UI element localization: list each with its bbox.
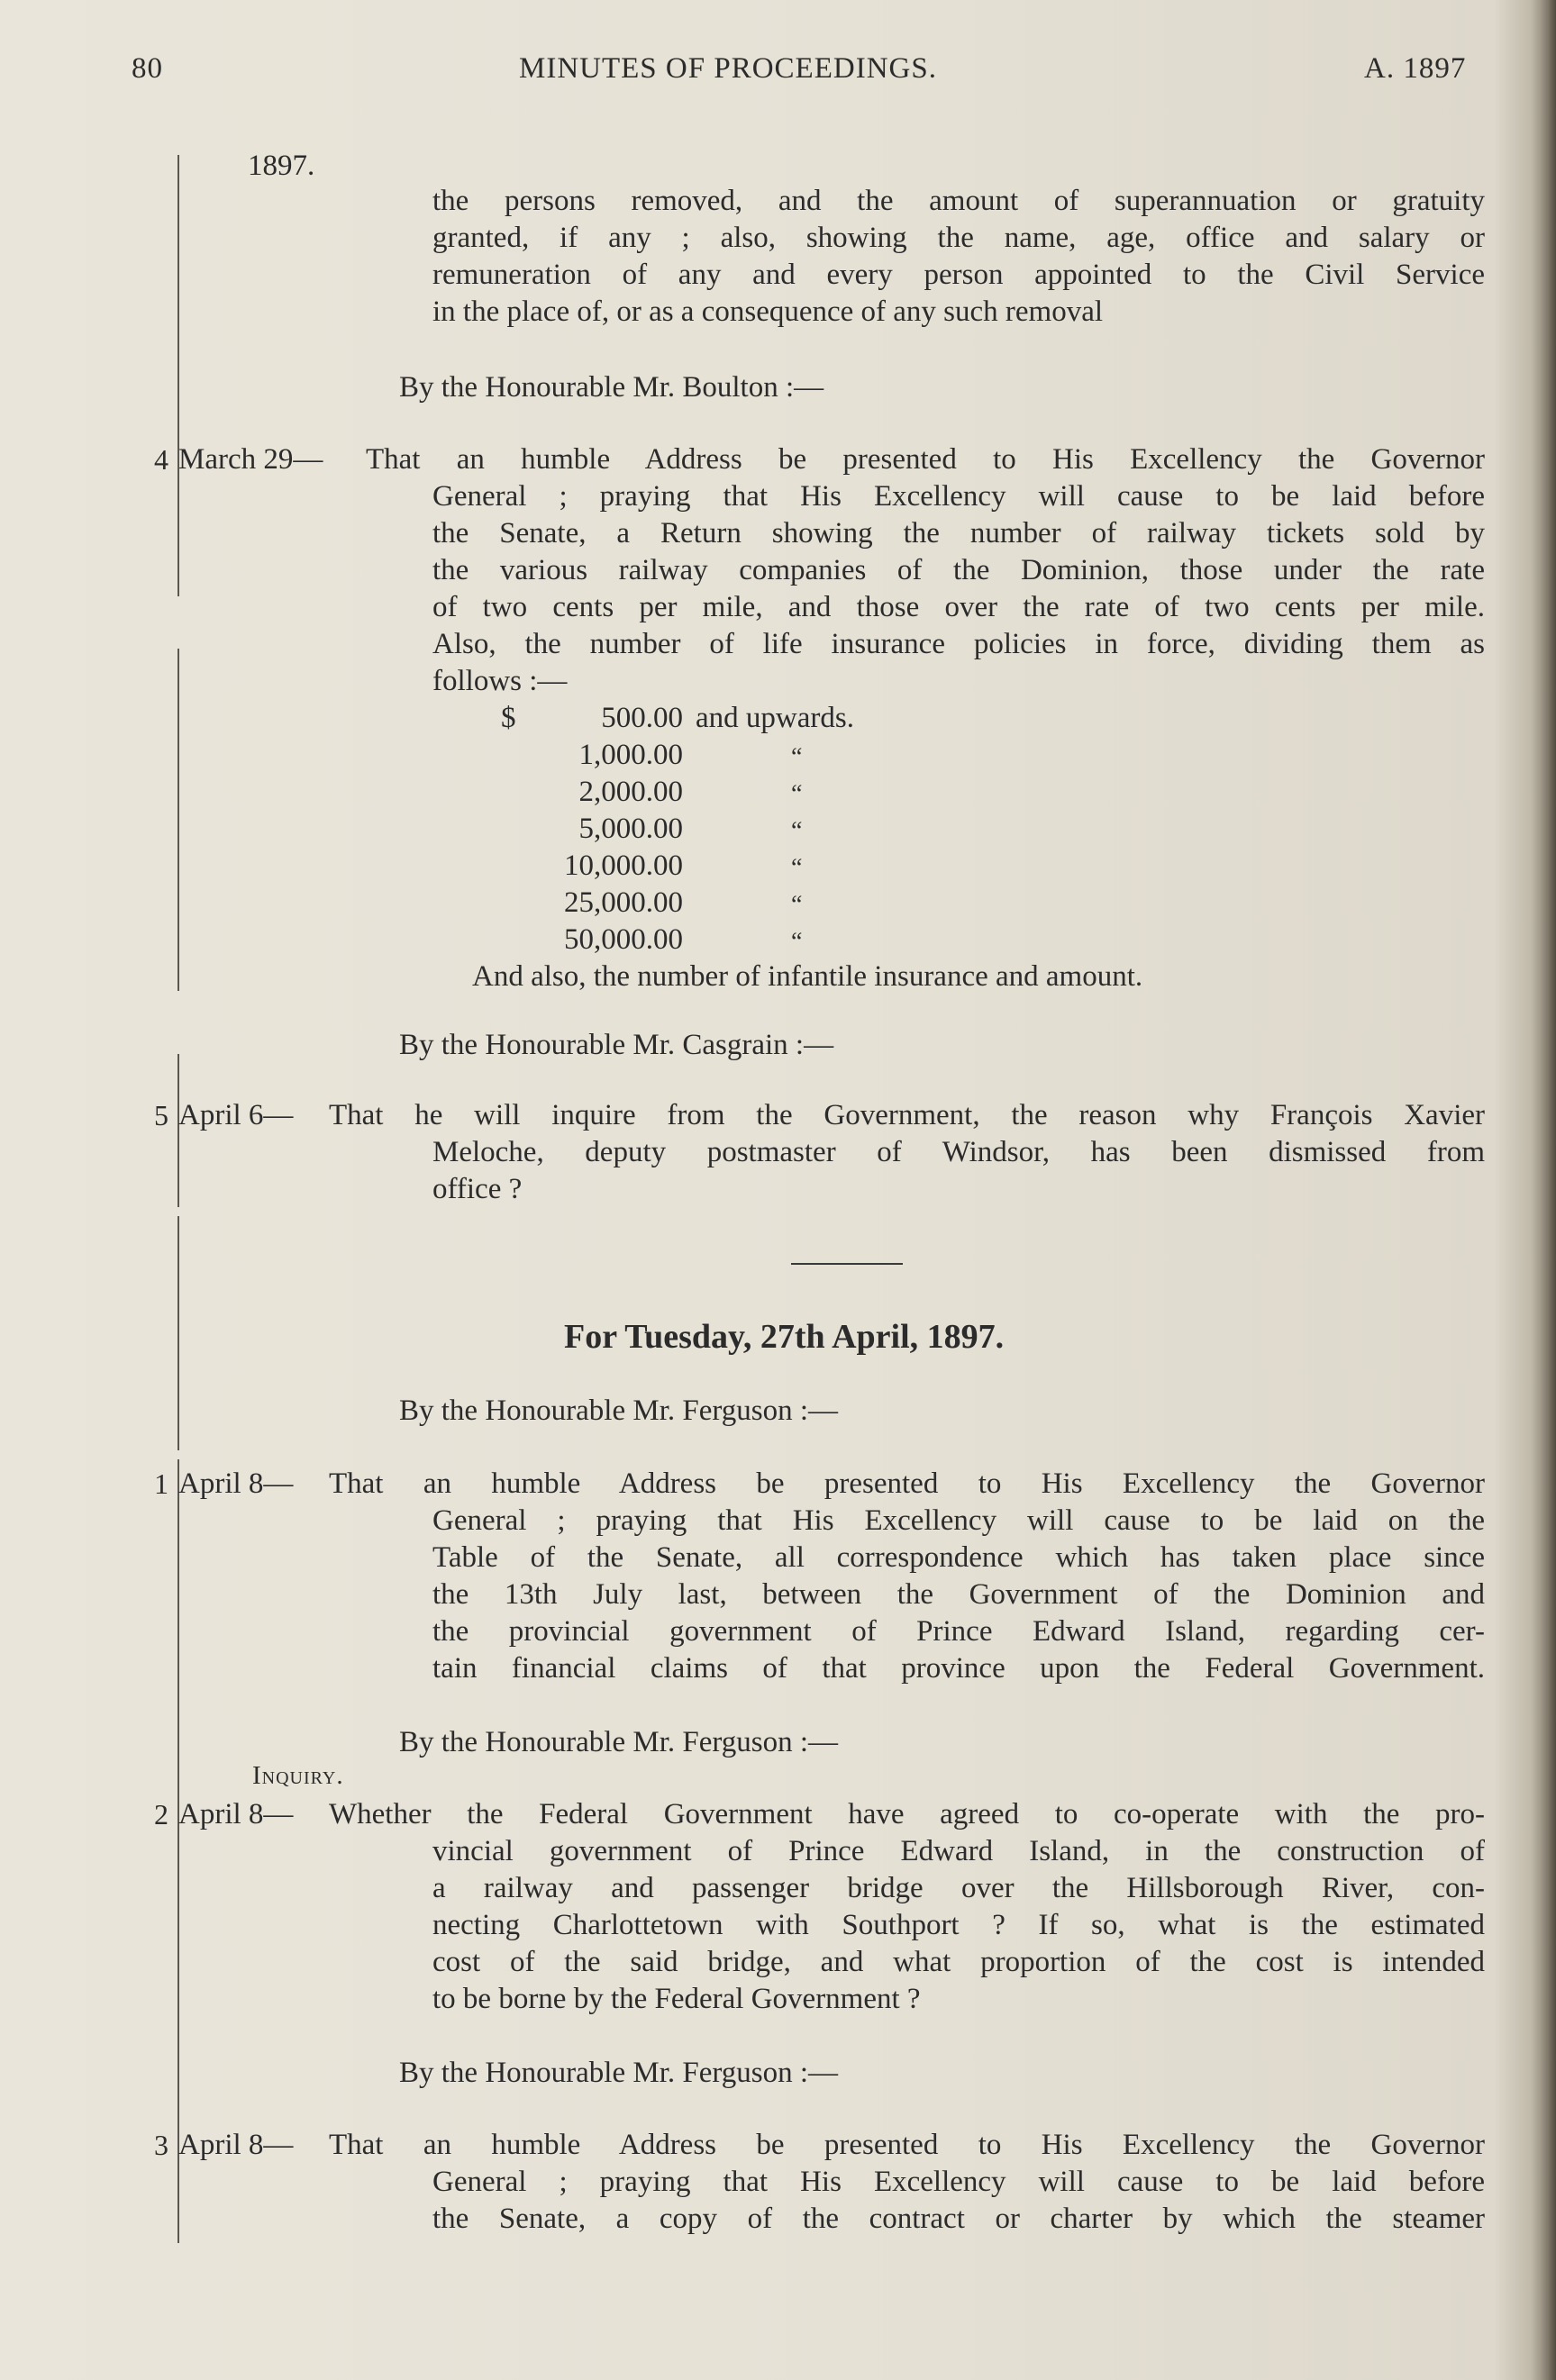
motion-number: 3 [154, 2129, 168, 2161]
mover-line: By the Honourable Mr. Boulton :— [399, 371, 824, 404]
mover-line: By the Honourable Mr. Ferguson :— [399, 1394, 839, 1427]
motion-line: of two cents per mile, and those over the rate of two cents per mile. [432, 591, 1485, 623]
motion-number: 5 [154, 1099, 168, 1131]
section-heading: For Tuesday, 27th April, 1897. [564, 1318, 1005, 1356]
page-edge-shadow [1531, 0, 1556, 2380]
margin-rule [177, 1216, 179, 1450]
motion-line: That an humble Address be presented to His Excellency the Governor [366, 443, 1485, 476]
margin-year: 1897. [248, 150, 315, 182]
motion-line: the provincial government of Prince Edward Island, regarding cer- [432, 1615, 1485, 1648]
motion-line: to be borne by the Federal Government ? [432, 1983, 921, 2015]
motion-line: That an humble Address be presented to His Excellency the Governor [329, 2129, 1485, 2161]
ditto-mark: “ [791, 891, 803, 919]
ditto-mark: “ [791, 854, 803, 882]
motion-line: Whether the Federal Government have agreed to co-operate with the pro- [329, 1798, 1485, 1830]
motion-date: April 6— [178, 1099, 294, 1131]
amount-value: 25,000.00 [564, 886, 683, 919]
motion-line: That he will inquire from the Government, the reason why François Xavier [329, 1099, 1485, 1131]
motion-line: a railway and passenger bridge over the Hillsborough River, con- [432, 1872, 1485, 1904]
motion-line: Meloche, deputy postmaster of Windsor, has been dismissed from [432, 1136, 1485, 1168]
motion-number: 1 [154, 1467, 168, 1500]
session-label: A. 1897 [1364, 52, 1467, 85]
motion-line: vincial government of Prince Edward Island, in the construction of [432, 1835, 1485, 1867]
motion-line: the 13th July last, between the Government of the Dominion and [432, 1578, 1485, 1611]
dollar-sign: $ [501, 702, 516, 734]
amount-value: 10,000.00 [564, 849, 683, 882]
amount-suffix: and upwards. [696, 702, 854, 734]
motion-line: tain financial claims of that province upon the Federal Government. [432, 1652, 1485, 1685]
motion-line: office ? [432, 1173, 523, 1205]
amount-value: 1,000.00 [578, 739, 683, 771]
mover-line: By the Honourable Mr. Casgrain :— [399, 1029, 834, 1061]
motion-line: Table of the Senate, all correspondence which has taken place since [432, 1541, 1485, 1574]
motion-line: the various railway companies of the Dominion, those under the rate [432, 554, 1485, 586]
continuation-line: remuneration of any and every person appointed to the Civil Service [432, 259, 1485, 291]
ditto-mark: “ [791, 780, 803, 808]
ditto-mark: “ [791, 928, 803, 956]
motion-date: April 8— [178, 2129, 294, 2161]
mover-line: By the Honourable Mr. Ferguson :— [399, 1726, 839, 1758]
ditto-mark: “ [791, 743, 803, 771]
amount-value: 50,000.00 [564, 923, 683, 956]
ditto-mark: “ [791, 817, 803, 845]
motion-line: the Senate, a copy of the contract or charter by which the steamer [432, 2203, 1485, 2235]
motion-date: March 29— [178, 443, 323, 476]
margin-label: Inquiry. [252, 1761, 344, 1790]
continuation-line: in the place of, or as a consequence of any such removal [432, 295, 1104, 328]
motion-closing: And also, the number of infantile insurance and amount. [472, 960, 1143, 993]
amount-value: 500.00 [601, 702, 683, 734]
amount-value: 5,000.00 [578, 813, 683, 845]
motion-line: cost of the said bridge, and what proportion of the cost is intended [432, 1946, 1485, 1978]
page-number: 80 [132, 52, 163, 85]
motion-line: General ; praying that His Excellency will cause to be laid before [432, 480, 1485, 513]
section-rule [791, 1263, 903, 1265]
motion-line: Also, the number of life insurance policies in force, dividing them as [432, 628, 1485, 660]
motion-line: That an humble Address be presented to His Excellency the Governor [329, 1467, 1485, 1500]
motion-line: General ; praying that His Excellency will cause to be laid on the [432, 1504, 1485, 1537]
margin-rule [177, 155, 179, 596]
motion-date: April 8— [178, 1467, 294, 1500]
continuation-line: the persons removed, and the amount of superannuation or gratuity [432, 185, 1485, 217]
continuation-line: granted, if any ; also, showing the name, age, office and salary or [432, 222, 1485, 254]
motion-line: necting Charlottetown with Southport ? If so, what is the estimated [432, 1909, 1485, 1941]
motion-date: April 8— [178, 1798, 294, 1830]
motion-line: follows :— [432, 665, 568, 697]
amount-value: 2,000.00 [578, 776, 683, 808]
motion-line: the Senate, a Return showing the number of railway tickets sold by [432, 517, 1485, 550]
motion-number: 4 [154, 443, 168, 476]
margin-rule [177, 649, 179, 991]
motion-line: General ; praying that His Excellency will cause to be laid before [432, 2166, 1485, 2198]
margin-rule [177, 1459, 179, 2243]
running-title: MINUTES OF PROCEEDINGS. [519, 52, 937, 85]
mover-line: By the Honourable Mr. Ferguson :— [399, 2057, 839, 2089]
motion-number: 2 [154, 1798, 168, 1830]
